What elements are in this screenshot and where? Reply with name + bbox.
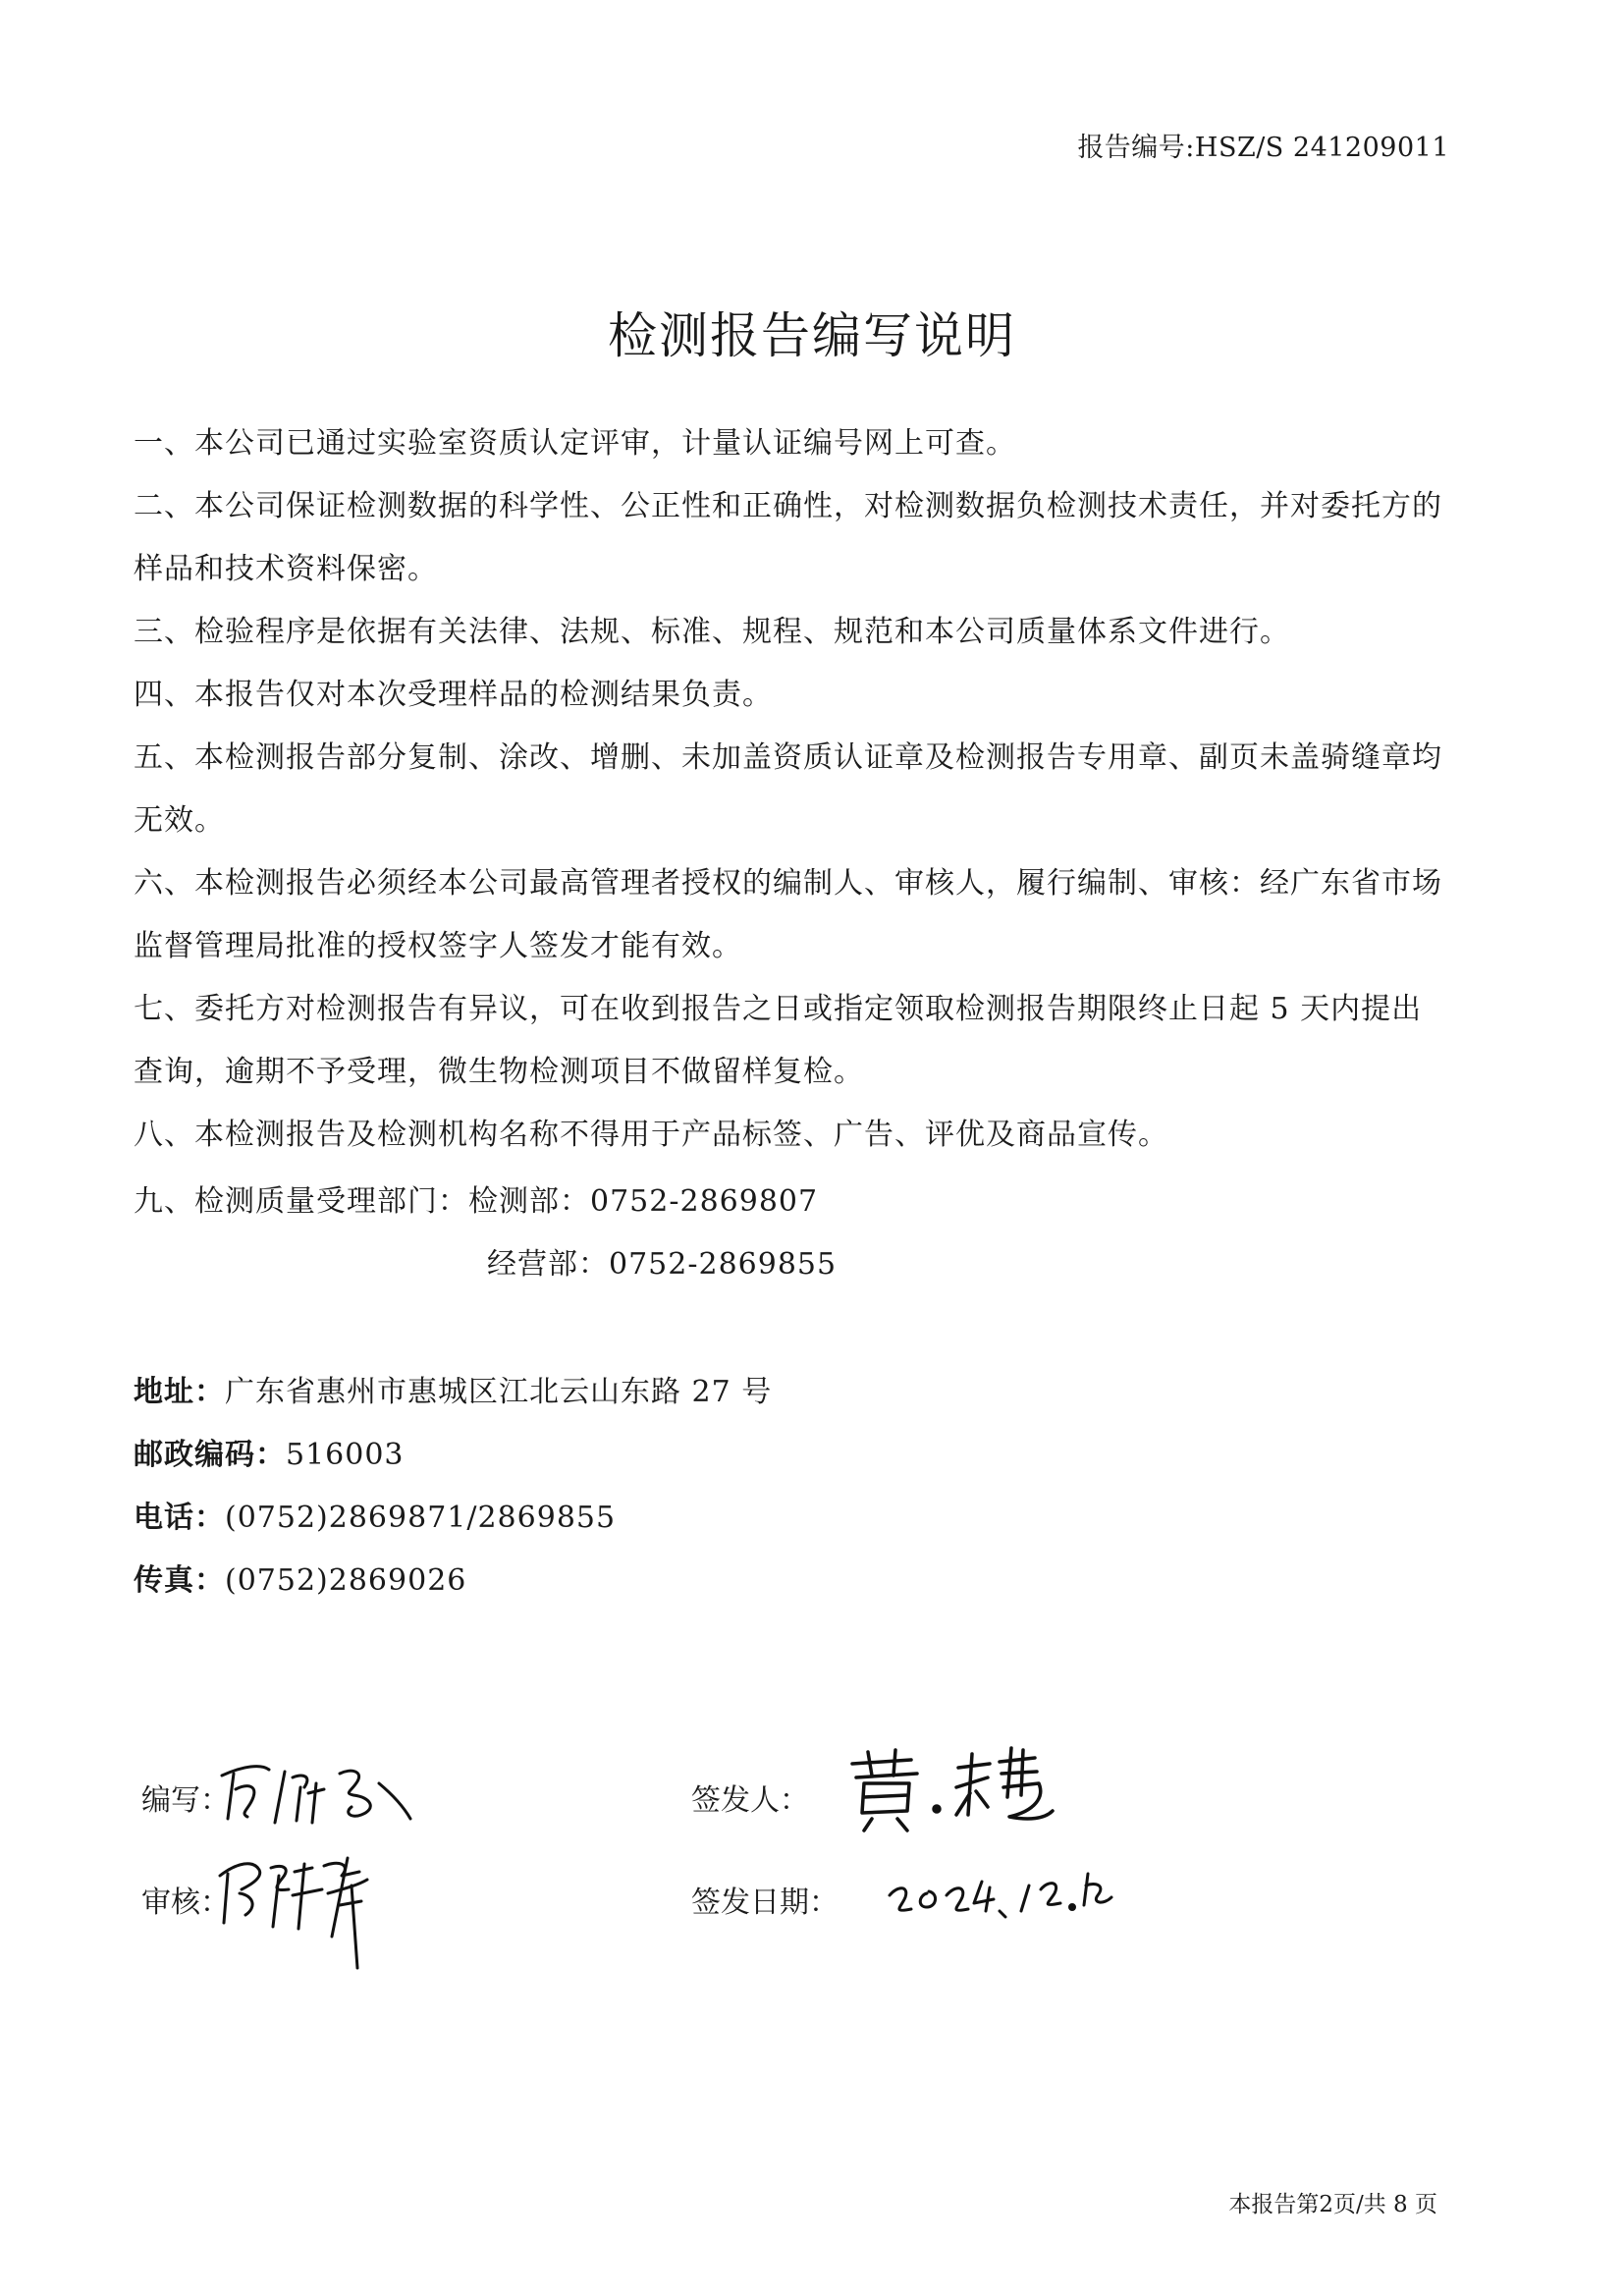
fax-row — [134, 1550, 772, 1613]
issue-date-signature — [884, 1846, 1119, 1925]
testing-dept-phone: 检测部：0752-2869807 — [468, 1184, 819, 1219]
clause-item: 八、本检测报告及检测机构名称不得用于产品标签、广告、评优及商品宣传。 — [134, 1118, 1168, 1152]
business-dept-phone: 经营部：0752-2869855 — [487, 1247, 838, 1282]
compiler-label: 编写： — [141, 1783, 230, 1818]
fax-value: (0752)2869026 — [225, 1563, 467, 1598]
clause-item: 一、本公司已通过实验室资质认定评审，计量认证编号网上可查。 — [134, 426, 1016, 461]
postcode-row — [134, 1424, 772, 1487]
postcode-label: 邮政编码： — [134, 1438, 286, 1472]
address-label: 地址： — [134, 1375, 225, 1409]
phone-label: 电话： — [134, 1501, 225, 1535]
reviewer-label: 审核： — [141, 1886, 230, 1920]
clause-item: 六、本检测报告必须经本公司最高管理者授权的编制人、审核人，履行编制、审核：经广东省市场监督管理局批准的授权签字人签发才能有效。 — [134, 866, 1442, 963]
address-block — [134, 1361, 772, 1613]
compiler-signature — [214, 1754, 420, 1832]
clause-item: 三、检验程序是依据有关法律、法规、标准、规程、规范和本公司质量体系文件进行。 — [134, 615, 1290, 649]
reviewer-signature — [214, 1846, 381, 1974]
issue-date-label: 签发日期： — [691, 1886, 839, 1920]
fax-label: 传真： — [134, 1563, 225, 1598]
contact-testing-dept — [134, 1176, 818, 1220]
phone-row — [134, 1487, 772, 1550]
clause-item: 四、本报告仅对本次受理样品的检测结果负责。 — [134, 678, 773, 712]
phone-value: (0752)2869871/2869855 — [225, 1501, 617, 1535]
issuer-label: 签发人： — [691, 1783, 809, 1818]
clause-item: 七、委托方对检测报告有异议，可在收到报告之日或指定领取检测报告期限终止日起 5 天内提出查询，逾期不予受理，微生物检测项目不做留样复检。 — [134, 992, 1423, 1089]
postcode-value: 516003 — [286, 1438, 405, 1472]
address-row — [134, 1361, 772, 1424]
address-value: 广东省惠州市惠城区江北云山东路 27 号 — [225, 1375, 773, 1409]
contact-prefix: 九、检测质量受理部门： — [134, 1184, 468, 1219]
page-footer: 本报告第2页/共 8 页 — [1228, 2192, 1437, 2217]
issuer-signature — [842, 1738, 1058, 1836]
clause-list — [134, 412, 1449, 1167]
clause-item: 五、本检测报告部分复制、涂改、增删、未加盖资质认证章及检测报告专用章、副页未盖骑缝章均无效。 — [134, 740, 1442, 838]
report-number: 报告编号:HSZ/S 241209011 — [1077, 133, 1449, 163]
clause-item: 二、本公司保证检测数据的科学性、公正性和正确性，对检测数据负检测技术责任，并对委托方的样品和技术资料保密。 — [134, 489, 1442, 586]
page-title: 检测报告编写说明 — [608, 307, 1016, 364]
